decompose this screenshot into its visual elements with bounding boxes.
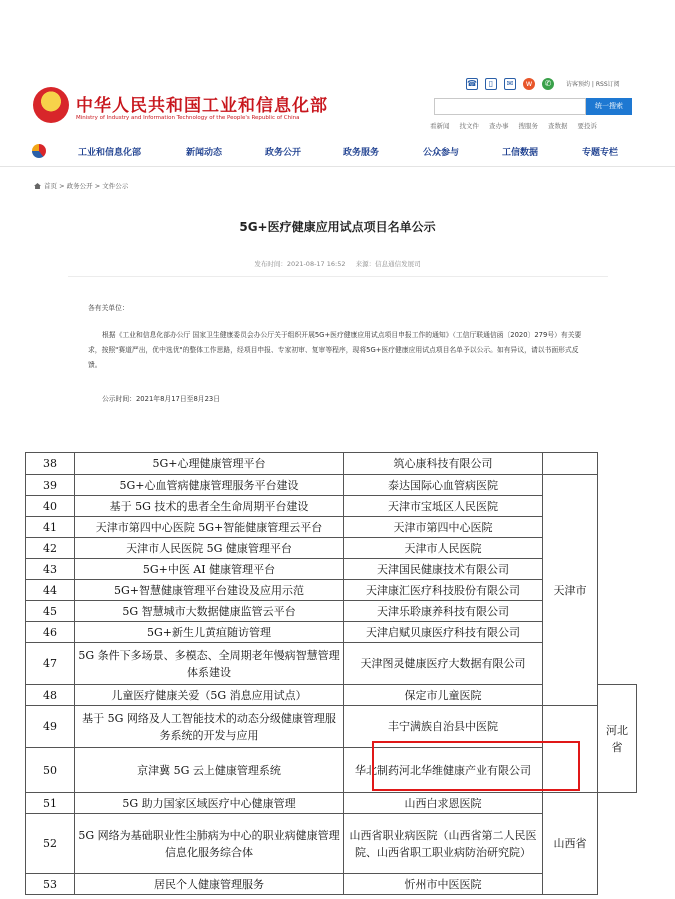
row-number: 42 (26, 538, 75, 559)
province-hebei: 河北省 (598, 685, 637, 793)
breadcrumb-page[interactable]: 文件公示 (102, 182, 129, 190)
row-number: 48 (26, 685, 75, 706)
row-number: 49 (26, 706, 75, 748)
breadcrumb-home[interactable]: 首页 (44, 182, 57, 190)
project-name: 天津市人民医院 5G 健康管理平台 (75, 538, 344, 559)
nav-logo-icon[interactable] (32, 144, 46, 158)
row-number: 44 (26, 580, 75, 601)
table-row (26, 453, 637, 475)
search-button[interactable]: 统一搜索 (586, 98, 632, 115)
site-subtitle: Ministry of Industry and Information Technology of the People's Republic of China (76, 115, 300, 121)
header-icons (466, 78, 554, 90)
project-name: 基于 5G 网络及人工智能技术的动态分级健康管理服务系统的开发与应用 (75, 706, 344, 748)
unit-name: 忻州市中医医院 (344, 874, 543, 895)
quick-link-affairs[interactable]: 查办事 (489, 122, 509, 130)
search-input[interactable] (434, 98, 586, 115)
article-source: 来源：信息通信发展司 (355, 260, 421, 268)
nav-item-services[interactable]: 政务服务 (343, 148, 380, 158)
quick-link-complaint[interactable]: 要投诉 (577, 122, 597, 130)
mail-icon[interactable]: ✉ (504, 78, 516, 90)
quick-link-services[interactable]: 搜服务 (518, 122, 538, 130)
province-shanxi: 山西省 (543, 793, 598, 895)
nav-item-topics[interactable]: 专题专栏 (582, 148, 619, 158)
quick-link-files[interactable]: 找文件 (459, 122, 479, 130)
project-name: 居民个人健康管理服务 (75, 874, 344, 895)
row-number: 47 (26, 643, 75, 685)
unit-name: 筑心康科技有限公司 (344, 453, 543, 475)
publicity-period: 公示时间：2021年8月17日至8月23日 (102, 395, 221, 403)
project-name: 天津市第四中心医院 5G+智能健康管理云平台 (75, 517, 344, 538)
unit-name: 山西白求恩医院 (344, 793, 543, 814)
row-number: 46 (26, 622, 75, 643)
unit-name: 天津乐聆康养科技有限公司 (344, 601, 543, 622)
unit-name: 天津图灵健康医疗大数据有限公司 (344, 643, 543, 685)
project-name: 基于 5G 技术的患者全生命周期平台建设 (75, 496, 344, 517)
quick-link-news[interactable]: 看新闻 (430, 122, 450, 130)
weibo-icon[interactable]: w (523, 78, 535, 90)
breadcrumb (34, 181, 128, 190)
table-row (26, 793, 637, 814)
project-list-table (25, 452, 637, 895)
site-title[interactable]: 中华人民共和国工业和信息化部 (76, 96, 328, 116)
project-name: 5G+新生儿黄疸随访管理 (75, 622, 344, 643)
unit-name: 天津市第四中心医院 (344, 517, 543, 538)
table-row (26, 475, 637, 496)
unit-name: 保定市儿童医院 (344, 685, 543, 706)
unit-name: 天津市宝坻区人民医院 (344, 496, 543, 517)
unit-name: 天津康汇医疗科技股份有限公司 (344, 580, 543, 601)
breadcrumb-separator: > (94, 182, 101, 190)
article-title: 5G+医疗健康应用试点项目名单公示 (239, 220, 436, 234)
publish-time: 发布时间：2021-08-17 16:52 (254, 260, 346, 268)
nav-item-affairs[interactable]: 政务公开 (265, 148, 302, 158)
project-name: 5G 智慧城市大数据健康监管云平台 (75, 601, 344, 622)
quick-links (430, 121, 597, 130)
quick-link-data[interactable]: 查数据 (548, 122, 568, 130)
breadcrumb-separator: > (59, 182, 65, 190)
nav-item-ministry[interactable]: 工业和信息化部 (78, 148, 142, 158)
row-number: 43 (26, 559, 75, 580)
project-name: 5G+智慧健康管理平台建设及应用示范 (75, 580, 344, 601)
row-number: 50 (26, 748, 75, 793)
row-number: 39 (26, 475, 75, 496)
row-number: 51 (26, 793, 75, 814)
project-name: 5G 条件下多场景、多模态、全周期老年慢病智慧管理体系建设 (75, 643, 344, 685)
row-number: 52 (26, 814, 75, 874)
breadcrumb-section[interactable]: 政务公开 (66, 182, 93, 190)
province-cell (543, 453, 598, 475)
national-emblem-logo (33, 87, 69, 123)
unit-name: 泰达国际心血管病医院 (344, 475, 543, 496)
phone-icon[interactable]: ☎ (467, 79, 477, 88)
unit-name: 天津市人民医院 (344, 538, 543, 559)
article-body: 根据《工业和信息化部办公厅 国家卫生健康委员会办公厅关于组织开展5G+医疗健康应用试点项目申报工作的通知》（工信厅联通信函〔2020〕279号）有关要求，按照"赛道严出，优中选优"的整体工作思路，经项目申报、专家初审、复审等程序，现将5G+医疗健康应用试点项目名单予以公示。如有异议，请以书面形式反馈。 (88, 331, 582, 369)
province-tianjin: 天津市 (543, 475, 598, 706)
row-number: 41 (26, 517, 75, 538)
row-number: 45 (26, 601, 75, 622)
home-icon (34, 183, 41, 189)
nav-divider (0, 166, 675, 167)
project-name: 5G+中医 AI 健康管理平台 (75, 559, 344, 580)
mobile-icon[interactable]: ▯ (485, 78, 497, 90)
project-name: 5G 助力国家区域医疗中心健康管理 (75, 793, 344, 814)
nav-item-participation[interactable]: 公众参与 (423, 148, 460, 158)
unit-name: 山西省职业病医院（山西省第二人民医院、山西省职工职业病防治研究院） (344, 814, 543, 874)
project-name: 儿童医疗健康关爱（5G 消息应用试点） (75, 685, 344, 706)
row-number: 53 (26, 874, 75, 895)
unit-name: 天津国民健康技术有限公司 (344, 559, 543, 580)
greeting: 各有关单位： (88, 304, 129, 312)
highlight-box (372, 741, 580, 791)
article-meta (0, 259, 675, 268)
project-name: 5G+心理健康管理平台 (75, 453, 344, 475)
unit-name: 天津启赋贝康医疗科技有限公司 (344, 622, 543, 643)
wechat-icon[interactable]: ✆ (542, 78, 554, 90)
meta-divider (68, 276, 608, 277)
row-number: 38 (26, 453, 75, 475)
row-number: 40 (26, 496, 75, 517)
nav-item-data[interactable]: 工信数据 (502, 148, 539, 158)
project-name: 5G 网络为基础职业性尘肺病为中心的职业病健康管理信息化服务综合体 (75, 814, 344, 874)
unit-name: 丰宁满族自治县中医院 (344, 706, 543, 748)
project-name: 京津冀 5G 云上健康管理系统 (75, 748, 344, 793)
nav-item-news[interactable]: 新闻动态 (186, 148, 223, 158)
project-name: 5G+心血管病健康管理服务平台建设 (75, 475, 344, 496)
top-links[interactable]: 访客预约 | RSS订阅 (566, 81, 620, 88)
unit-name: 华北制药河北华维健康产业有限公司 (344, 748, 543, 793)
